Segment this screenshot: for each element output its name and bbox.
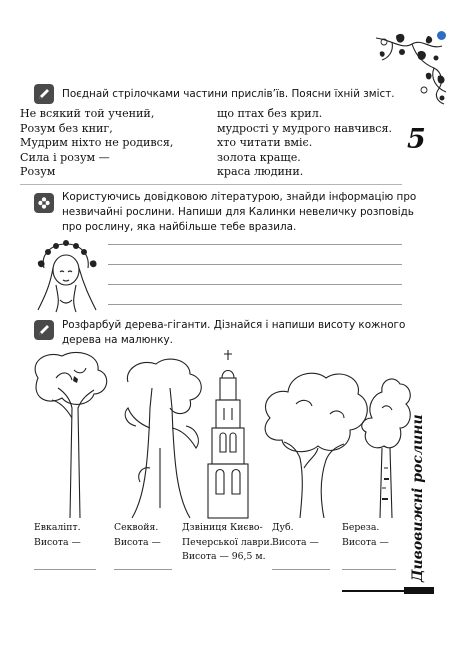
oak-tree: [265, 373, 367, 518]
writing-line-2[interactable]: [108, 264, 402, 265]
bottom-bar-thin: [342, 590, 404, 592]
tree-name: Евкаліпт.: [34, 522, 81, 533]
proverb-left-1: Не всякий той учений,: [20, 107, 155, 120]
flower-icon: [37, 196, 51, 210]
publisher-logo: [437, 31, 446, 40]
tree-caption-bell-tower: [182, 521, 273, 565]
tree-height: Висота —: [114, 536, 161, 548]
tree-height: Висота —: [342, 536, 389, 548]
task3-instruction: [62, 318, 405, 348]
tree-name-line-2: Печерської лаври.: [182, 536, 273, 548]
task3-line-2: дерева на малюнку.: [62, 334, 173, 346]
task2-line-3: про рослину, яка найбільше тебе вразила.: [62, 221, 297, 233]
tree-height: Висота —: [272, 536, 319, 548]
tree-caption-birch: [342, 521, 389, 550]
section-divider: [20, 184, 402, 185]
tree-name-line-1: Дзвіниця Києво-: [182, 522, 263, 533]
tree-name: Дуб.: [272, 522, 294, 533]
flower-task-icon: [34, 193, 54, 213]
writing-line-3[interactable]: [108, 284, 402, 285]
proverb-left-4: Сила і розум —: [20, 150, 110, 164]
task2-line-1: Користуючись довідковою літературою, знайди інформацію про: [62, 191, 417, 203]
task2-line-2: незвичайні рослини. Напиши для Калинки невеличку розповідь: [62, 206, 414, 218]
pencil-task-icon: [34, 84, 54, 104]
proverb-left-3: Мудрим ніхто не родився,: [20, 136, 174, 150]
proverb-right-4: золота краще.: [217, 150, 301, 164]
proverb-endings: [217, 107, 392, 180]
sequoia-tree: [125, 359, 201, 518]
side-title: Дивовижні рослини: [410, 414, 426, 582]
tree-caption-sequoia: [114, 521, 161, 550]
tree-height: Висота — 96,5 м.: [182, 551, 266, 562]
eucalyptus-tree: [35, 352, 107, 518]
proverb-beginnings: [20, 107, 173, 180]
proverb-right-1: що птах без крил.: [217, 107, 323, 120]
task3-line-1: Розфарбуй дерева-гіганти. Дізнайся і напиши висоту кожного: [62, 319, 406, 331]
writing-line-1[interactable]: [108, 244, 402, 245]
pencil-icon: [37, 87, 51, 101]
bottom-bar-thick: [404, 587, 434, 594]
lavra-bell-tower: [208, 350, 248, 518]
proverb-right-5: краса людини.: [217, 165, 304, 179]
tree-height: Висота —: [34, 536, 81, 548]
task2-instruction: [62, 190, 416, 235]
proverb-right-3: хто читати вміє.: [217, 136, 313, 150]
task1-instruction: Поєднай стрілочками частини прислів’їв. Поясни їхній зміст.: [62, 88, 395, 100]
height-answer-line[interactable]: [342, 569, 396, 570]
proverb-left-5: Розум: [20, 165, 56, 179]
height-answer-line[interactable]: [114, 569, 172, 570]
pencil-icon: [37, 323, 51, 337]
height-answer-line[interactable]: [272, 569, 330, 570]
proverb-right-2: мудрості у мудрого навчився.: [217, 121, 392, 135]
giant-trees-illustration: [0, 348, 455, 520]
writing-line-4[interactable]: [108, 304, 402, 305]
girl-kalynka-illustration: [30, 238, 104, 314]
page-number: 5: [407, 124, 426, 155]
tree-caption-oak: [272, 521, 319, 550]
proverb-left-2: Розум без книг,: [20, 121, 113, 135]
tree-name: Береза.: [342, 522, 380, 533]
tree-name: Секвойя.: [114, 522, 159, 533]
pencil-task-icon: [34, 320, 54, 340]
height-answer-line[interactable]: [34, 569, 96, 570]
tree-caption-eucalyptus: [34, 521, 81, 550]
birch-tree: [362, 379, 411, 518]
